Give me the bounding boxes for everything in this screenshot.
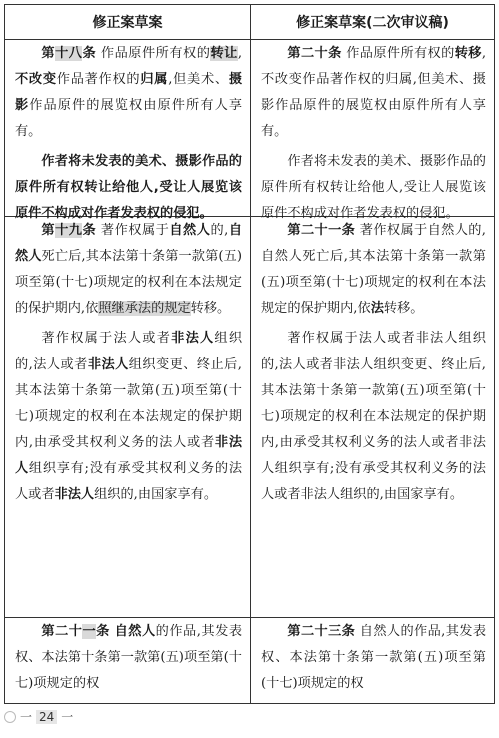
row-1-right [251,41,494,227]
header-divider [5,39,494,40]
text-run: 第 [41,46,56,61]
text-run: 第二十条 [287,46,342,61]
text-run: 作品著作权的 [56,72,141,87]
text-run: 著作权属于 [96,223,170,238]
text-run: 非法人 [15,435,243,476]
text-run: 归属 [140,72,169,87]
clause-paragraph [15,218,242,322]
text-run: 转移。 [383,301,424,316]
page-footer [4,708,73,725]
text-run: 组织享有;没有承受其权利义务的法人或者 [15,461,243,502]
text-run: 作品原件的展览权由原件所有人享有。 [15,98,243,139]
text-run: 自然人 [114,624,156,639]
text-run: 法 [370,301,384,316]
text-run: , [237,46,243,61]
text-run: 非法人 [171,331,215,346]
text-run: 非法人 [54,487,95,502]
text-run: 作者将未发表的美术、摄影作品的原件所有权转让给他人,受让人展览该原件不构成对作者发表权的侵犯。 [261,154,486,221]
text-run: 作品原件所有权的 [341,46,455,61]
text-run: 的, [210,223,229,238]
clause-paragraph [261,619,486,697]
clause-paragraph [15,149,242,227]
text-run: 第 [41,223,56,238]
header-right: 修正案草案(二次审议稿) [296,15,449,31]
text-run: 著作权属于法人或者非法人组织的,法人或者非法人组织变更、终止后,其本法第十条第一款第(五)项至第(十七)项规定的权利在本法规定的保护期内,由承受其权利义务的法人或者非法人组织享有;没有承受其权利义务的法人或者非法人组织的,由国家享有。 [261,331,486,502]
footer-suffix: 一 [61,710,74,724]
clause-paragraph [15,326,242,508]
text-run: 条 [82,223,97,238]
header-left: 修正案草案 [92,15,163,31]
text-run: 自然人的作品,其发表权、本法第十条第一款第(五)项至第(十七)项规定的权 [261,624,487,691]
text-run: 组织变更、终止后,其本法第十条第一款第(五)项至第(十七)项规定的权利在本法规定的保护期内,由承受其权利义务的法人或者 [15,357,242,450]
text-run: ,不改变作品著作权的归属,但美术、摄影作品原件的展览权由原件所有人享有。 [261,46,487,139]
text-run: 死亡后,其本法第十条第一款第(五)项至第(十七)项规定的权利在本法规定的保护期内,依 [15,249,242,316]
row-2-right [251,218,494,508]
text-run: 著作权属于自然人的,自然人死亡后,其本法第十条第一款第(五)项至第(十七)项规定的权利在本法规定的保护期内,依 [261,223,487,316]
clause-paragraph [15,41,242,145]
text-run: 摄影 [15,72,243,113]
text-run: 自然人 [15,223,243,264]
text-run: 作品原件所有权的 [96,46,211,61]
page-number: 24 [36,710,57,724]
text-run: 著作权属于法人或者 [41,331,172,346]
text-run: 自然人 [169,223,211,238]
row-divider-2 [5,617,494,618]
text-run: 第二十三条 [287,624,356,639]
footer-prefix: 一 [20,710,33,724]
text-run: 照继承法的规定 [98,301,191,316]
text-run: 第二十 [41,624,83,639]
row-1-left [5,41,250,227]
text-run: 不改变 [15,72,57,87]
text-run: 组织的,法人或者 [15,331,243,372]
text-run: 转让 [210,46,238,61]
text-run: 组织的,由国家享有。 [94,487,218,502]
text-run: 第二十一条 [287,223,356,238]
clause-paragraph [261,218,486,322]
text-run: 十九 [55,223,83,238]
watermark-icon [4,711,16,723]
text-run: 转移 [454,46,482,61]
clause-paragraph [15,619,242,697]
clause-paragraph [261,149,486,227]
text-run: 条 [82,46,97,61]
text-run: 转移。 [190,301,231,316]
comparison-table [4,4,495,704]
text-run: 条 [96,624,110,639]
text-run: 一 [82,624,97,639]
row-3-left [5,619,250,697]
clause-paragraph [261,326,486,508]
text-run: 十八 [55,46,83,61]
row-2-left [5,218,250,508]
text-run: 非法人 [87,357,129,372]
text-run: 作者将未发表的美术、摄影作品的原件所有权转让给他人,受让人展览该原件不构成对作者发表权的侵犯。 [15,154,242,221]
text-run: ,但美术、 [168,72,229,87]
clause-paragraph [261,41,486,145]
text-run: 的作品,其发表权、本法第十条第一款第(五)项至第(十七)项规定的权 [15,624,243,691]
row-3-right [251,619,494,697]
